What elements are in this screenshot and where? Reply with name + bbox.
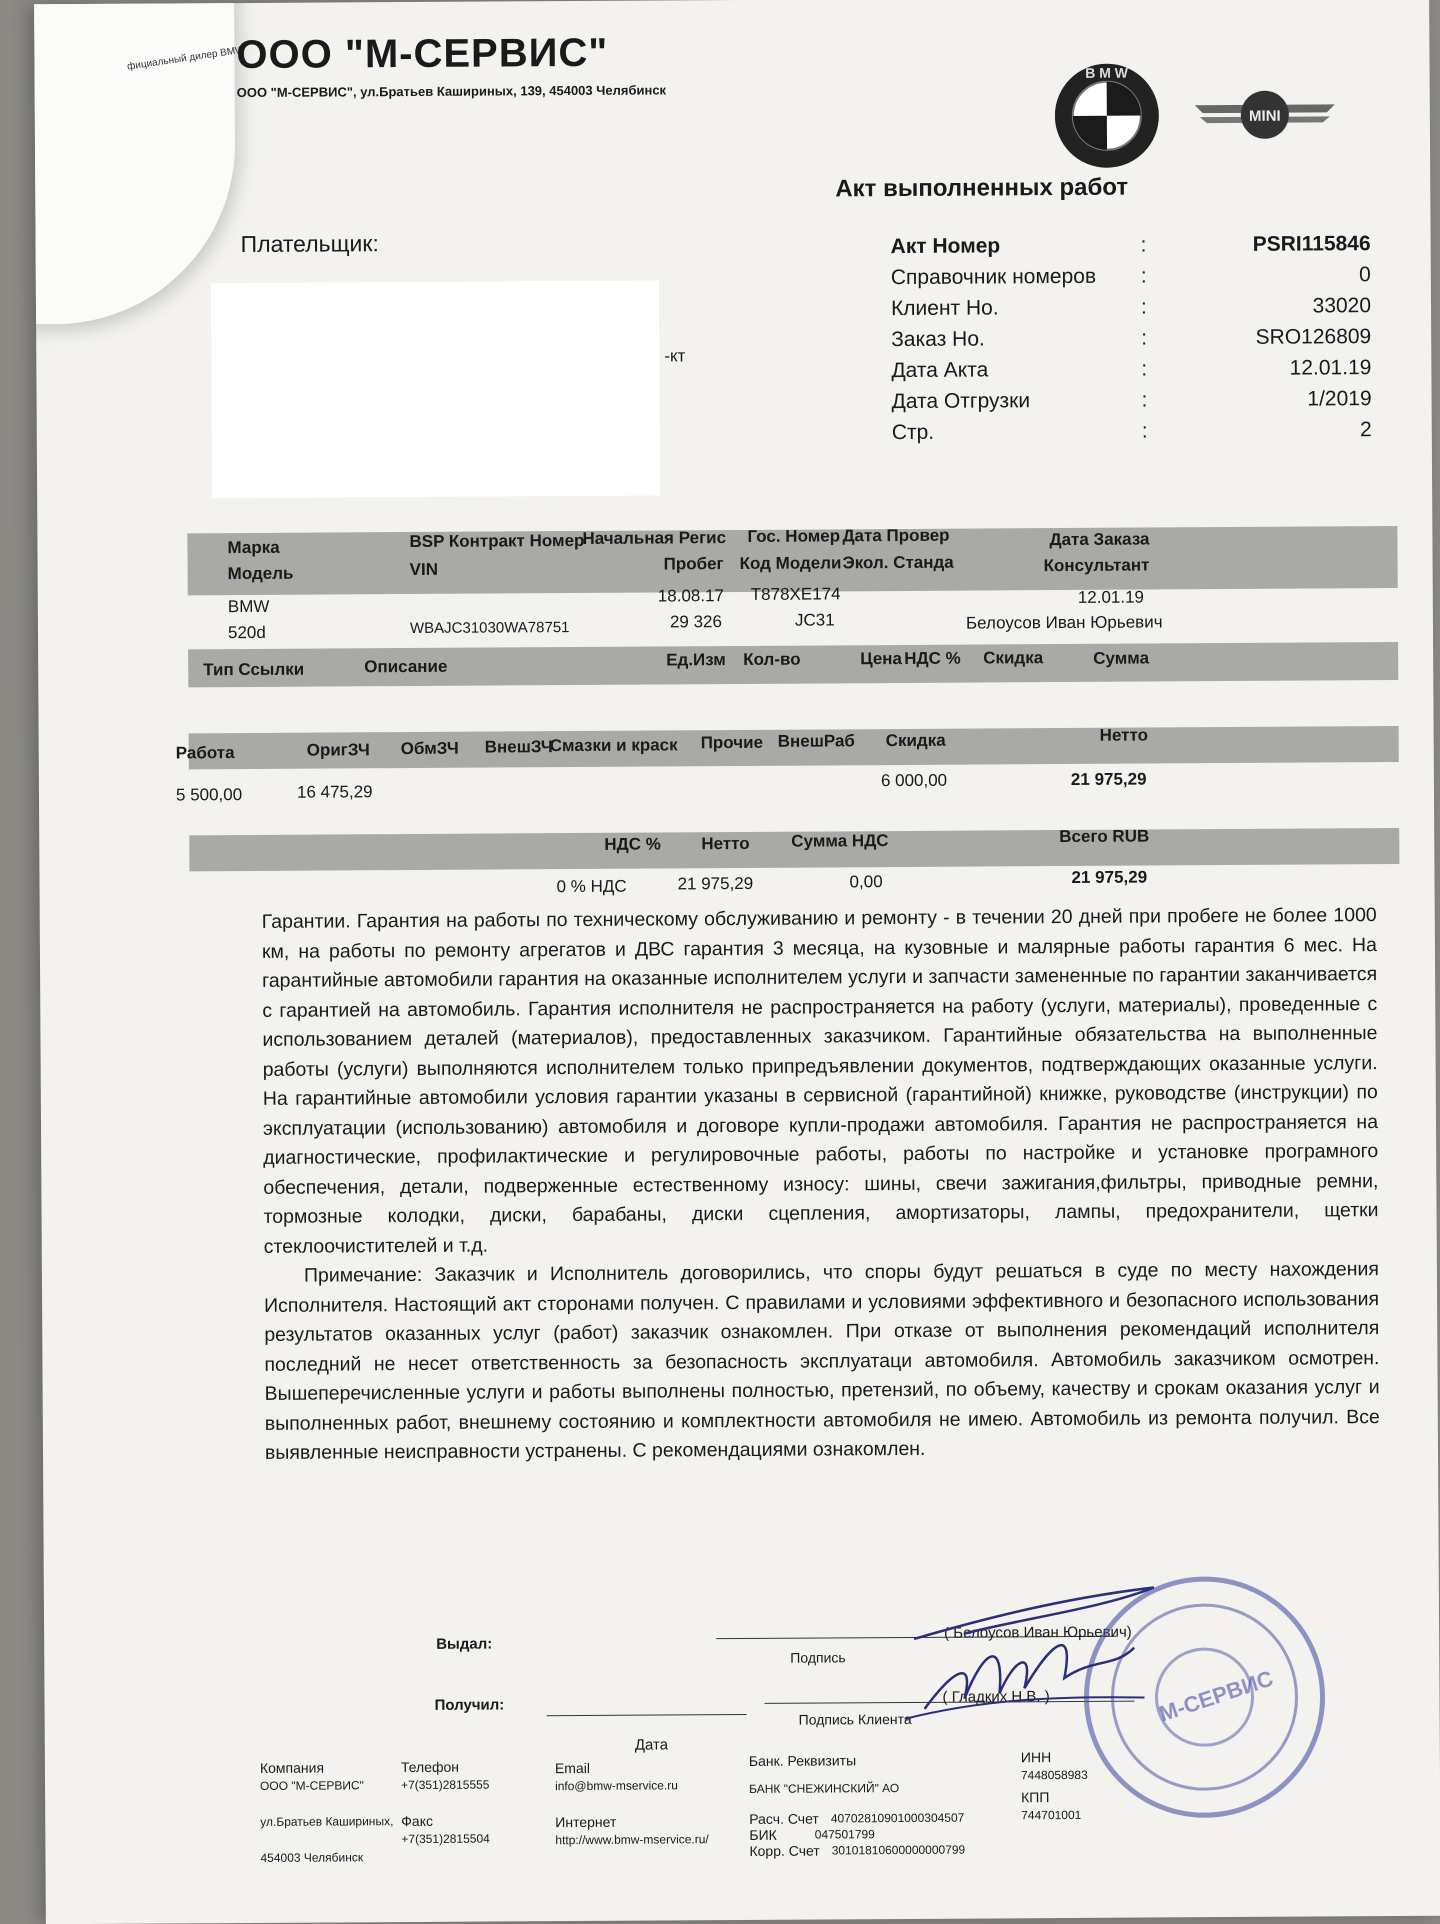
meta-label: Дата Акта [891,357,989,382]
meta-colon: : [1141,326,1148,350]
meta-row [891,321,1371,355]
col-brand: Марка [227,537,280,558]
footer-tax [1021,1748,1088,1824]
sign-label: Подпись [790,1649,846,1666]
dealer-text: фициальный дилер BMW [126,44,246,73]
meta-label: Дата Отгрузки [891,388,1031,413]
col-vat: НДС % [904,648,961,668]
meta-value: PSRI115846 [1252,231,1371,256]
col-totals-discount: Скидка [885,730,946,751]
meta-colon: : [1141,419,1148,443]
warranty-paragraph: Гарантии. Гарантия на работы по техническому обслуживанию и ремонту - в течении 20 дней при пробеге не более 1000 км, на работы по ремонту агрегатов и ДВС гарантия 3 месяца, на кузовные и малярные работы гарантия 6 мес. На гарантийные автомобили гарантия на оказанные исполнителем услуги и запчасти замененные по гарантии заканчивается с гарантией на автомобиль. Гарантия исполнителя не распространяется на работу (услуги, материалы), проведенные с использованием деталей (материалов), предоставленных заказчиком. Гарантийные обязательства на выполненные работы (услуги) выполняются исполнителем только припредъявлении документов, подтверждающих оказанные услуги. На гарантийные автомобили условия гарантии указаны в сервисной (гарантийной) книжке, руководстве (инструкции) по эксплуатации (использованию) автомобиля и договоре купли-продажи автомобиля. Гарантия не распространяется на диагностические, профилактические и регулировочные работы, работы по настройке и установке програмного обеспечения, детали, подверженные естественному износу: шины, свечи зажигания,фильтры, приводные ремни, тормозные колодки, диски, барабаны, диски сцепления, амортизаторы, лампы, предохранители, щетки стеклоочистителей и т.д. [261,904,1379,1258]
val-vat-net: 21 975,29 [677,873,754,894]
footer-email-value: info@bmw-mservice.ru [555,1778,678,1794]
footer-bik-row [749,1827,965,1842]
company-name: ООО "М-СЕРВИС" [236,30,609,78]
footer-bik-label: БИК [749,1826,777,1843]
footer-phone-value: +7(351)2815555 [400,1777,490,1793]
col-contract: BSP Контракт Номер [409,530,585,552]
val-model-code: JC31 [794,610,835,630]
col-sum: Сумма [1093,648,1150,668]
meta-row [891,352,1371,386]
col-model-code: Код Модели [739,553,842,573]
meta-row [891,259,1371,293]
val-work: 5 500,00 [175,785,243,805]
footer-kpp-value: 744701001 [1021,1807,1082,1823]
meta-value: 1/2019 [1307,386,1372,411]
footer-email-label: Email [554,1759,590,1777]
footer-fax-value: +7(351)2815504 [401,1831,490,1847]
meta-row [891,290,1371,324]
terms-text [262,901,1380,1468]
company-address: ООО "М-СЕРВИС", ул.Братьев Кашириных, 139, 454003 Челябинск [236,82,667,101]
footer-inn-value: 7448058983 [1020,1767,1088,1783]
bmw-logo-text: B M W [1085,64,1129,81]
meta-colon: : [1140,264,1147,288]
payer-label: Плательщик: [240,230,379,258]
issued-label: Выдал: [436,1635,493,1653]
col-ext-parts: ВнешЗЧ [484,737,553,757]
val-model: 520d [227,622,266,643]
col-model: Модель [227,563,294,584]
col-net: Нетто [1099,725,1149,745]
col-other: Прочие [700,732,764,753]
footer-corr-row [749,1841,965,1860]
meta-value: SRO126809 [1255,324,1372,349]
val-vat-sum: 0,00 [849,872,883,892]
col-description: Описание [364,656,448,677]
col-check-date: Дата Провер [842,525,950,546]
meta-value: 0 [1359,262,1371,286]
brand-logos [1054,56,1375,178]
val-total: 21 975,29 [1071,867,1148,887]
footer-zip-city: 454003 Челябинск [260,1850,364,1865]
footer-phone-label: Телефон [400,1758,460,1776]
col-order-date: Дата Заказа [1049,529,1150,550]
col-vat-pct: НДС % [604,834,661,854]
col-vat-sum: Сумма НДС [791,831,889,851]
col-link-type: Тип Ссылки [203,659,305,680]
meta-label: Акт Номер [890,233,1001,258]
val-orig: 16 475,29 [296,782,373,802]
mini-logo-text: MINI [1248,107,1281,125]
received-label: Получил: [434,1696,505,1714]
col-orig: ОригЗЧ [306,740,370,760]
client-sign-label: Подпись Клиента [798,1710,912,1728]
footer-street: ул.Братьев Кашириных, [260,1814,394,1829]
client-name: ( Гладких Н.В. ) [942,1688,1050,1706]
col-first-reg: Начальная Регис [582,528,727,548]
col-total: Всего RUB [1059,826,1150,847]
meta-row [891,228,1371,262]
footer-corr-label: Корр. Счет [749,1842,820,1859]
footer-phone [401,1758,490,1849]
date-label: Дата [634,1736,669,1754]
meta-row [892,414,1372,448]
footer-acc-label: Расч. Счет [749,1810,819,1827]
payer-tail-text: -кт [664,346,686,366]
val-mileage: 29 326 [669,612,722,632]
signature-icon [904,1577,1285,1739]
footer-bank [749,1751,965,1860]
col-qty: Кол-во [743,649,801,669]
footer-company-value: ООО "М-СЕРВИС" [259,1778,364,1793]
footer-acc-row [749,1809,965,1828]
val-consultant: Белоусов Иван Юрьевич [965,612,1163,633]
issued-name: ( Белоусов Иван Юрьевич) [944,1623,1132,1642]
document-title: Акт выполненных работ [835,173,1129,203]
val-brand: BMW [227,596,270,617]
col-lube: Смазки и краск [549,735,678,756]
meta-colon: : [1140,295,1147,319]
col-consultant: Консультант [1043,555,1150,576]
col-vat-net: Нетто [701,833,750,854]
mini-logo-icon [1195,90,1335,139]
footer-fax-label: Факс [401,1812,434,1830]
meta-colon: : [1141,357,1148,381]
col-unit: Ед.Изм [666,650,726,670]
col-vin: VIN [409,559,439,580]
meta-value: 33020 [1312,293,1372,317]
col-work: Работа [175,743,235,763]
footer-web-label: Интернет [555,1813,617,1831]
footer-bank-value: БАНК "СНЕЖИНСКИЙ" АО [749,1781,900,1796]
act-meta [891,228,1372,448]
footer-acc-value: 40702810901000304507 [830,1810,965,1826]
meta-colon: : [1141,388,1148,412]
footer-company-label: Компания [259,1759,325,1776]
col-mileage: Пробег [663,554,724,574]
val-plate: Т878ХЕ174 [750,584,841,604]
footer-bank-label: Банк. Реквизиты [748,1752,857,1769]
val-net: 21 975,29 [1070,769,1147,789]
footer-corr-value: 30101810600000000799 [831,1842,966,1858]
meta-label: Справочник номеров [890,264,1097,289]
meta-value: 12.01.19 [1289,355,1372,380]
col-ext-work: ВнешРаб [777,731,855,751]
document-sheet [34,0,1440,1924]
footer-bik-value: 047501799 [814,1827,875,1842]
col-plate: Гос. Номер [747,526,841,546]
meta-row [891,383,1371,417]
val-vat-pct: 0 % НДС [556,876,627,897]
stamp-text: М-СЕРВИС [1155,1665,1277,1727]
meta-value: 2 [1360,417,1372,441]
footer-web-value: http://www.bmw-mservice.ru/ [555,1832,709,1848]
meta-label: Клиент Но. [890,295,999,320]
val-first-reg: 18.08.17 [657,586,725,606]
footer-contacts [555,1758,709,1849]
page-curl [34,0,236,325]
footer-inn-label: ИНН [1020,1749,1052,1766]
meta-label: Стр. [891,420,935,444]
col-discount: Скидка [983,648,1044,668]
meta-label: Заказ Но. [891,326,985,351]
meta-colon: : [1140,233,1147,257]
footer-company [260,1758,394,1867]
redacted-block [211,280,660,498]
col-obm: ОбмЗЧ [400,738,459,759]
note-paragraph: Примечание: Заказчик и Исполнитель договорились, что споры будут решаться в суде по месту нахождения Исполнителя. Настоящий акт сторонами получен. С правилами и условиями эффективного и безопасного использования результатов оказанных услуг (работ) заказчик ознакомлен. При отказе от выполнения рекомендаций исполнителя последний не несет ответственность за безопасность эксплуатаци автомобиля. Автомобиль заказчиком осмотрен. Вышеперечисленные услуги и работы выполнены полностью, претензий, по объему, качеству и срокам оказания услуг и выполненных работ, внешнему состоянию и комплектности автомобиля не имею. Автомобиль из ремонта получил. Все выявленные неисправности устранены. С рекомендациями ознакомлен. [264,1258,1380,1464]
col-price: Цена [860,649,903,669]
col-eco: Экол. Станда [842,552,954,573]
val-order-date: 12.01.19 [1077,587,1145,607]
received-line [547,1714,747,1716]
footer-kpp-label: КПП [1021,1789,1050,1806]
val-vin: WBAJC31030WA78751 [409,619,570,638]
bmw-logo-icon [1055,63,1160,168]
val-totals-discount: 6 000,00 [880,770,948,791]
